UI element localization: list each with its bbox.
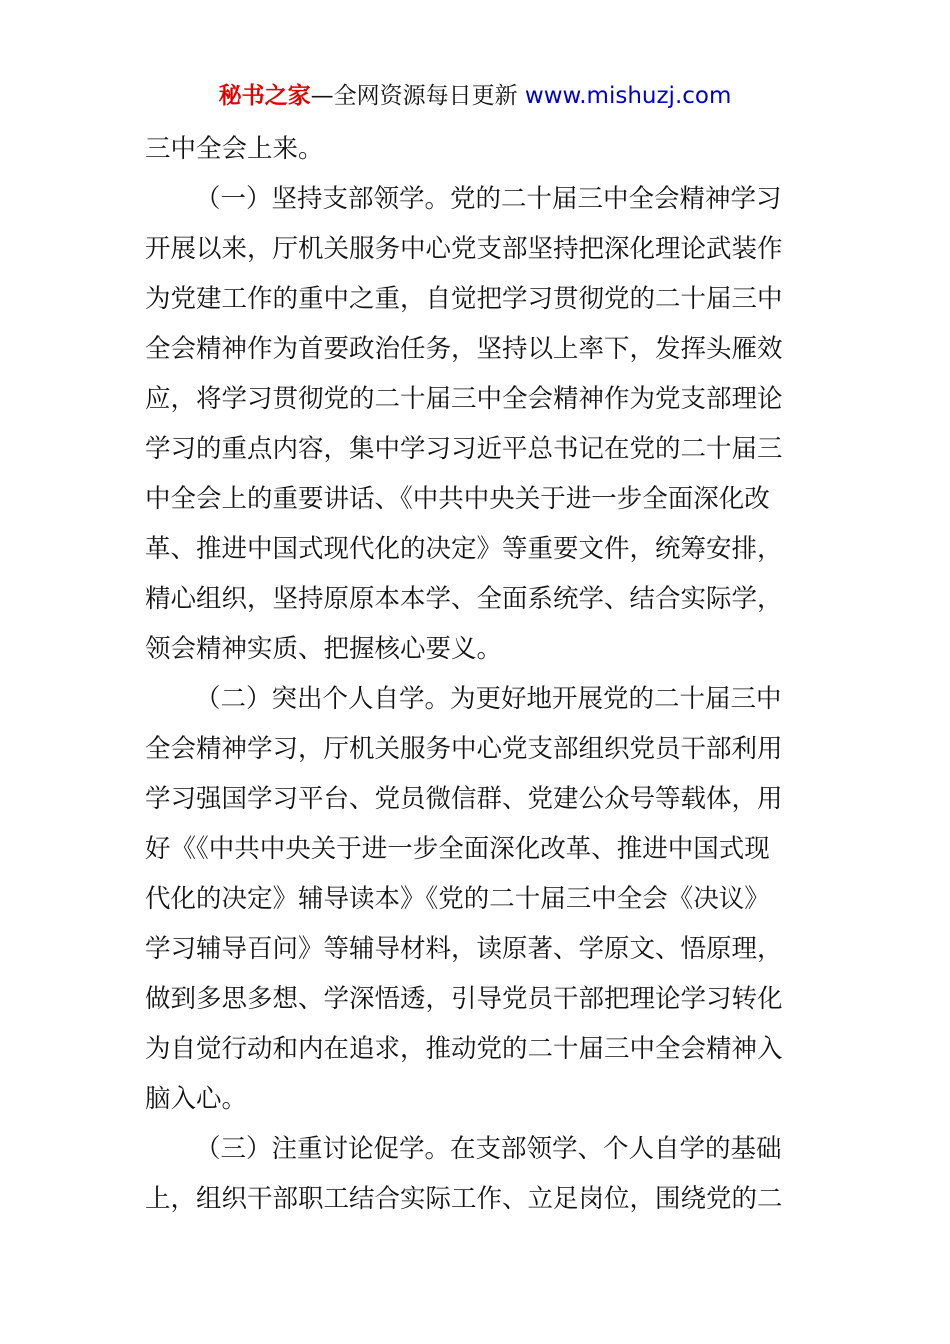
text-line: 全会精神学习，厅机关服务中心党支部组织党员干部利用 (145, 734, 783, 764)
text-line: 中全会上的重要讲话、《中共中央关于进一步全面深化改 (145, 484, 770, 514)
text-line: 为自觉行动和内在追求，推动党的二十届三中全会精神入 (145, 1034, 783, 1064)
text-line: 代化的决定》辅导读本》《党的二十届三中全会《决议》 (145, 884, 770, 914)
site-url-link[interactable]: www.mishuzj.com (524, 83, 732, 109)
text-line: 学习强国学习平台、党员微信群、党建公众号等载体，用 (145, 784, 783, 814)
text-line: 学习的重点内容，集中学习习近平总书记在党的二十届三 (145, 434, 783, 464)
text-line: 好《《中共中央关于进一步全面深化改革、推进中国式现 (145, 834, 770, 864)
site-brand: 秘书之家 (218, 83, 311, 109)
text-line: 三中全会上来。 (145, 134, 324, 164)
site-header (0, 78, 950, 114)
text-line: 精心组织，坚持原原本本学、全面系统学、结合实际学， (145, 584, 783, 614)
text-line: （一）坚持支部领学。党的二十届三中全会精神学习 (195, 184, 782, 214)
site-tagline: —全网资源每日更新 (310, 83, 518, 109)
text-line: 做到多思多想、学深悟透，引导党员干部把理论学习转化 (145, 984, 783, 1014)
text-line: 学习辅导百问》等辅导材料，读原著、学原文、悟原理， (145, 934, 783, 964)
text-line: 领会精神实质、把握核心要义。 (145, 634, 503, 664)
text-line: 上，组织干部职工结合实际工作、立足岗位，围绕党的二 (145, 1184, 783, 1214)
text-line: 革、推进中国式现代化的决定》等重要文件，统筹安排， (145, 534, 783, 564)
text-line: 为党建工作的重中之重，自觉把学习贯彻党的二十届三中 (145, 284, 783, 314)
text-line: 全会精神作为首要政治任务，坚持以上率下，发挥头雁效 (145, 334, 783, 364)
text-line: 开展以来，厅机关服务中心党支部坚持把深化理论武装作 (145, 234, 783, 264)
text-line: 应，将学习贯彻党的二十届三中全会精神作为党支部理论 (145, 384, 783, 414)
document-body (145, 124, 807, 1224)
text-line: 脑入心。 (145, 1084, 248, 1114)
text-line: （三）注重讨论促学。在支部领学、个人自学的基础 (195, 1134, 782, 1164)
text-line: （二）突出个人自学。为更好地开展党的二十届三中 (195, 684, 782, 714)
